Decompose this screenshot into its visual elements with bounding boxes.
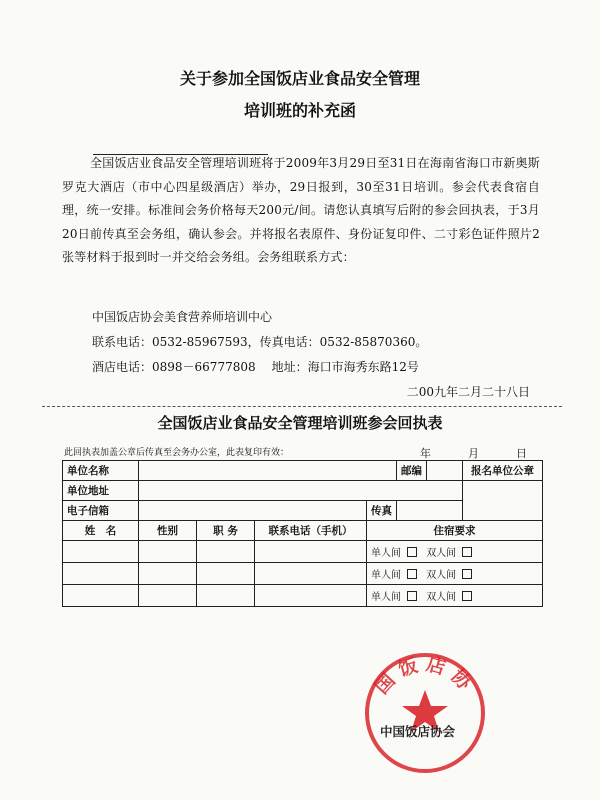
unit-name-field[interactable] <box>139 461 397 481</box>
lodging-header: 住宿要求 <box>367 521 543 541</box>
unit-address-field[interactable] <box>139 481 463 501</box>
official-seal <box>360 648 490 778</box>
double-room-label: 双人间 <box>426 548 457 559</box>
attendee-row <box>63 585 543 607</box>
organizer-name: 中国饭店协会美食营养师培训中心 <box>92 310 273 324</box>
attendee-row <box>63 541 543 563</box>
attendee-phone-field[interactable] <box>255 541 367 563</box>
email-field[interactable] <box>139 501 367 521</box>
attendee-position-field[interactable] <box>197 585 255 607</box>
fax-label: 传真 <box>367 501 397 521</box>
postcode-label: 邮编 <box>397 461 427 481</box>
body-paragraph: 全国饭店业食品安全管理培训班将于2009年3月29日至31日在海南省海口市新奥斯罗克大酒店（市中心四星级酒店）举办，29日报到，30至31日培训。参会代表食宿自理，统一安排。标准间会务价格每天200元/间。请您认真填写后附的参会回执表，于3月20日前传真至会务组，确认参会。并将报名表原件、身份证复印件、二寸彩色证件照片2张等材料于报到时一并交给会务组。会务组联系方式： <box>62 156 540 264</box>
document-title-line2: 培训班的补充函 <box>243 101 356 120</box>
fax-field[interactable] <box>397 501 463 521</box>
form-date <box>420 445 527 461</box>
attendee-name-field[interactable] <box>63 585 139 607</box>
hotel-phone: 酒店电话：0898－66777808 <box>92 360 256 374</box>
issuer-name: 中国饭店协会 <box>380 724 456 739</box>
single-room-checkbox[interactable] <box>407 591 417 601</box>
letter-date: 二00九年二月二十八日 <box>406 385 530 399</box>
single-room-label: 单人间 <box>371 592 401 603</box>
attendee-position-field[interactable] <box>197 563 255 585</box>
name-header: 姓 名 <box>63 521 139 541</box>
gender-header: 性别 <box>139 521 197 541</box>
double-room-checkbox[interactable] <box>462 547 472 557</box>
double-room-checkbox[interactable] <box>462 569 472 579</box>
single-room-checkbox[interactable] <box>407 547 417 557</box>
lodging-options <box>367 541 543 563</box>
position-header: 职 务 <box>197 521 255 541</box>
single-room-label: 单人间 <box>371 570 401 581</box>
attendee-phone-field[interactable] <box>255 563 367 585</box>
attendee-gender-field[interactable] <box>139 563 197 585</box>
single-room-label: 单人间 <box>371 548 401 559</box>
double-room-label: 双人间 <box>426 570 457 581</box>
seal-arc-text: 国饭店协 <box>370 652 480 699</box>
attendee-gender-field[interactable] <box>139 585 197 607</box>
form-title: 全国饭店业食品安全管理培训班参会回执表 <box>157 414 443 432</box>
attendee-name-field[interactable] <box>63 563 139 585</box>
attendee-phone-field[interactable] <box>255 585 367 607</box>
document-title-line1: 关于参加全国饭店业食品安全管理 <box>179 69 420 88</box>
double-room-checkbox[interactable] <box>462 591 472 601</box>
double-room-label: 双人间 <box>426 592 457 603</box>
unit-address-label: 单位地址 <box>63 481 139 501</box>
unit-seal-area <box>463 481 543 521</box>
postcode-field[interactable] <box>427 461 463 481</box>
attendee-position-field[interactable] <box>197 541 255 563</box>
cut-line <box>42 406 562 407</box>
attendee-gender-field[interactable] <box>139 541 197 563</box>
form-date-day: 日 <box>516 447 527 460</box>
email-label: 电子信箱 <box>63 501 139 521</box>
single-room-checkbox[interactable] <box>407 569 417 579</box>
attendee-row <box>63 563 543 585</box>
hotel-address: 地址：海口市海秀东路12号 <box>271 360 419 374</box>
attendee-name-field[interactable] <box>63 541 139 563</box>
form-date-year: 年 <box>420 447 431 460</box>
contact-phone-line: 联系电话：0532-85967593，传真电话：0532-85870360。 <box>92 335 428 349</box>
form-date-month: 月 <box>468 447 479 460</box>
form-note: 此回执表加盖公章后传真至会务办公室，此表复印有效： <box>64 448 290 458</box>
hotel-contact-line <box>92 358 419 375</box>
unit-seal-label: 报名单位公章 <box>463 461 543 481</box>
phone-header: 联系电话（手机） <box>255 521 367 541</box>
lodging-options <box>367 563 543 585</box>
unit-name-label: 单位名称 <box>63 461 139 481</box>
lodging-options <box>367 585 543 607</box>
registration-form-table <box>62 460 543 607</box>
